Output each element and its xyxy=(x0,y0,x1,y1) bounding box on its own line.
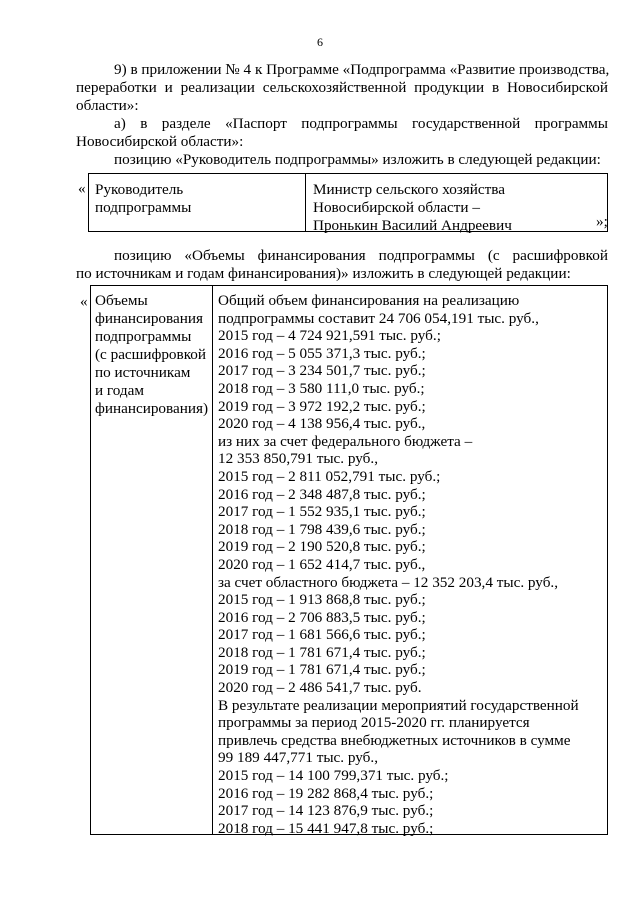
table2-right-line: 2017 год – 1 681 566,6 тыс. руб.; xyxy=(218,626,426,644)
table2-left-line: Объемы xyxy=(95,292,148,309)
funding-table xyxy=(90,285,608,835)
table1-left-line: подпрограммы xyxy=(95,199,192,216)
table1-right-line: Новосибирской области – xyxy=(313,199,480,216)
table1-right-line: Пронькин Василий Андреевич xyxy=(313,217,512,234)
position2-intro-line2: по источникам и годам финансирования)» изложить в следующей редакции: xyxy=(76,265,571,282)
table2-right-line: 2019 год – 3 972 192,2 тыс. руб.; xyxy=(218,397,426,415)
item9-line3: области»: xyxy=(76,97,139,114)
table2-right-line: 12 353 850,791 тыс. руб., xyxy=(218,450,379,468)
position2-intro-line1: позицию «Объемы финансирования подпрограммы (с расшифровкой xyxy=(114,247,608,264)
table2-right-line: 99 189 447,771 тыс. руб., xyxy=(218,749,379,767)
table2-left-line: по источникам xyxy=(95,364,191,381)
table1-left-line: Руководитель xyxy=(95,181,184,198)
item9-line2: переработки и реализации сельскохозяйственной продукции в Новосибирской xyxy=(76,79,608,96)
item9-line1: 9) в приложении № 4 к Программе «Подпрограмма «Развитие производства, xyxy=(114,61,610,78)
position1-intro: позицию «Руководитель подпрограммы» изложить в следующей редакции: xyxy=(114,151,601,168)
item-a-line1: а) в разделе «Паспорт подпрограммы государственной программы xyxy=(114,115,608,132)
table2-right-line: 2016 год – 2 706 883,5 тыс. руб.; xyxy=(218,608,426,626)
table2-divider xyxy=(212,286,213,834)
table2-right-line: В результате реализации мероприятий государственной xyxy=(218,696,579,714)
table1-right-line: Министр сельского хозяйства xyxy=(313,181,506,198)
page-number: 6 xyxy=(317,35,323,49)
table2-left-cell xyxy=(95,292,208,418)
table1-close-quote: »; xyxy=(596,213,608,230)
table2-left-line: подпрограммы xyxy=(95,328,192,345)
table2-right-line: 2017 год – 1 552 935,1 тыс. руб.; xyxy=(218,503,426,521)
table2-right-line: 2015 год – 2 811 052,791 тыс. руб.; xyxy=(218,467,441,485)
table2-right-cell xyxy=(218,292,579,837)
table2-right-line: 2020 год – 2 486 541,7 тыс. руб. xyxy=(218,679,422,697)
table2-left-line: финансирования) xyxy=(95,400,209,417)
table2-right-line: Общий объем финансирования на реализацию xyxy=(218,292,520,309)
table2-left-line: и годам xyxy=(95,382,145,399)
table2-right-line: 2018 год – 1 781 671,4 тыс. руб.; xyxy=(218,643,426,661)
table2-right-line: 2019 год – 2 190 520,8 тыс. руб.; xyxy=(218,538,426,556)
table2-right-line: 2016 год – 2 348 487,8 тыс. руб.; xyxy=(218,485,426,503)
table2-right-line: 2018 год – 1 798 439,6 тыс. руб.; xyxy=(218,520,426,538)
table2-right-line: 2016 год – 19 282 868,4 тыс. руб.; xyxy=(218,784,434,802)
table2-right-line: программы за период 2015-2020 гг. планируется xyxy=(218,714,530,732)
table2-right-line: 2015 год – 14 100 799,371 тыс. руб.; xyxy=(218,767,449,785)
table1-left-cell xyxy=(95,181,191,217)
table1-right-cell xyxy=(313,181,512,235)
table2-right-line: за счет областного бюджета – 12 352 203,4 тыс. руб., xyxy=(218,573,559,591)
table2-left-line: (с расшифровкой xyxy=(95,346,207,363)
table1-divider xyxy=(305,174,306,231)
table2-right-line: 2015 год – 1 913 868,8 тыс. руб.; xyxy=(218,591,426,609)
table2-right-line: 2020 год – 4 138 956,4 тыс. руб., xyxy=(218,415,426,433)
table2-right-line: 2015 год – 4 724 921,591 тыс. руб.; xyxy=(218,327,441,345)
table2-right-line: привлечь средства внебюджетных источников в сумме xyxy=(218,731,571,749)
table2-right-line: 2018 год – 3 580 111,0 тыс. руб.; xyxy=(218,379,425,397)
item-a-line2: Новосибирской области»: xyxy=(76,133,244,150)
table2-right-line: 2017 год – 14 123 876,9 тыс. руб.; xyxy=(218,802,434,820)
table2-right-line: 2017 год – 3 234 501,7 тыс. руб.; xyxy=(218,362,426,380)
table2-left-line: финансирования xyxy=(95,310,203,327)
table2-right-line: 2020 год – 1 652 414,7 тыс. руб., xyxy=(218,555,426,573)
table2-open-quote: « xyxy=(80,293,88,310)
table2-right-line: подпрограммы составит 24 706 054,191 тыс. руб., xyxy=(218,309,539,327)
table2-right-line: 2016 год – 5 055 371,3 тыс. руб.; xyxy=(218,344,426,362)
table2-right-line: 2018 год – 15 441 947,8 тыс. руб.; xyxy=(218,819,434,837)
table1-open-quote: « xyxy=(78,180,86,197)
table2-right-line: из них за счет федерального бюджета – xyxy=(218,432,473,450)
leader-table xyxy=(88,173,608,232)
table2-right-line: 2019 год – 1 781 671,4 тыс. руб.; xyxy=(218,661,426,679)
